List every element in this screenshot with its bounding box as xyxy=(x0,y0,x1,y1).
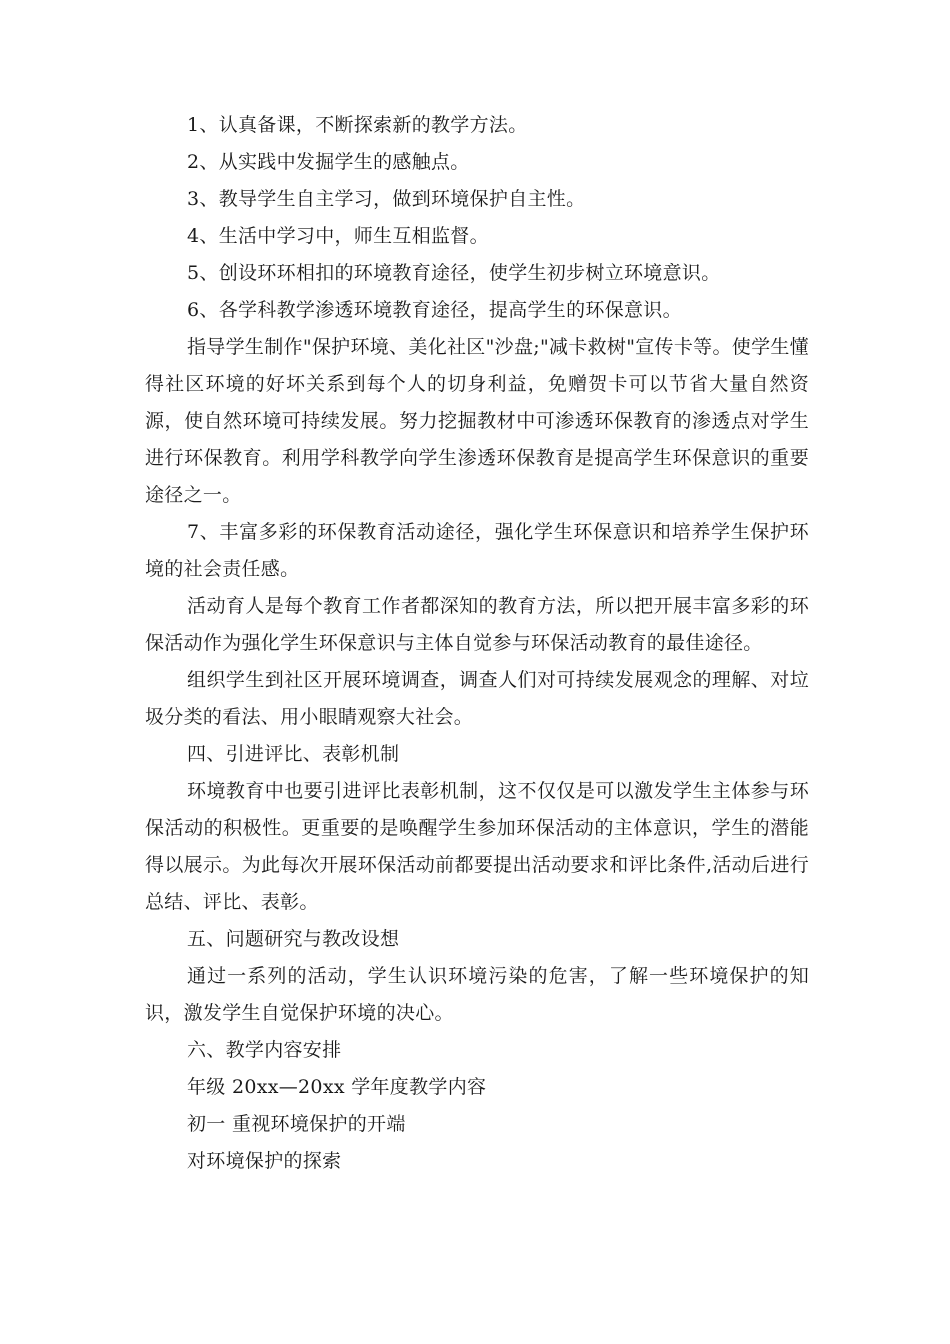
section-heading: 五、问题研究与教改设想 xyxy=(187,928,400,950)
list-item: 3、教导学生自主学习，做到环境保护自主性。 xyxy=(187,188,586,210)
list-item: 1、认真备课，不断探索新的教学方法。 xyxy=(187,114,528,136)
body-paragraph: 指导学生制作"保护环境、美化社区"沙盘;"减卡救树"宣传卡等。使学生懂得社区环境的好坏关系到每个人的切身利益，免赠贺卡可以节省大量自然资源，使自然环境可持续发展。努力挖掘教材中可渗透环保教育的渗透点对学生进行环保教育。利用学科教学向学生渗透环保教育是提高学生环保意识的重要途径之一。 xyxy=(145,336,809,506)
body-paragraph: 初一 重视环境保护的开端 xyxy=(187,1113,406,1135)
list-item: 5、创设环环相扣的环境教育途径，使学生初步树立环境意识。 xyxy=(187,262,721,284)
body-paragraph: 年级 20xx—20xx 学年度教学内容 xyxy=(187,1076,487,1098)
document-page xyxy=(145,107,809,1180)
list-item: 7、丰富多彩的环保教育活动途径，强化学生环保意识和培养学生保护环境的社会责任感。 xyxy=(145,521,809,580)
body-paragraph: 对环境保护的探索 xyxy=(187,1150,342,1172)
body-paragraph: 活动育人是每个教育工作者都深知的教育方法，所以把开展丰富多彩的环保活动作为强化学生环保意识与主体自觉参与环保活动教育的最佳途径。 xyxy=(145,595,809,654)
body-paragraph: 组织学生到社区开展环境调查，调查人们对可持续发展观念的理解、对垃圾分类的看法、用小眼睛观察大社会。 xyxy=(145,669,809,728)
section-heading: 六、教学内容安排 xyxy=(187,1039,342,1061)
body-paragraph: 环境教育中也要引进评比表彰机制，这不仅仅是可以激发学生主体参与环保活动的积极性。更重要的是唤醒学生参加环保活动的主体意识，学生的潜能得以展示。为此每次开展环保活动前都要提出活动要求和评比条件,活动后进行总结、评比、表彰。 xyxy=(145,780,809,913)
list-item: 4、生活中学习中，师生互相监督。 xyxy=(187,225,489,247)
list-item: 6、各学科教学渗透环境教育途径，提高学生的环保意识。 xyxy=(187,299,682,321)
body-paragraph: 通过一系列的活动，学生认识环境污染的危害，了解一些环境保护的知识，激发学生自觉保护环境的决心。 xyxy=(145,965,809,1024)
section-heading: 四、引进评比、表彰机制 xyxy=(187,743,400,765)
list-item: 2、从实践中发掘学生的感触点。 xyxy=(187,151,470,173)
